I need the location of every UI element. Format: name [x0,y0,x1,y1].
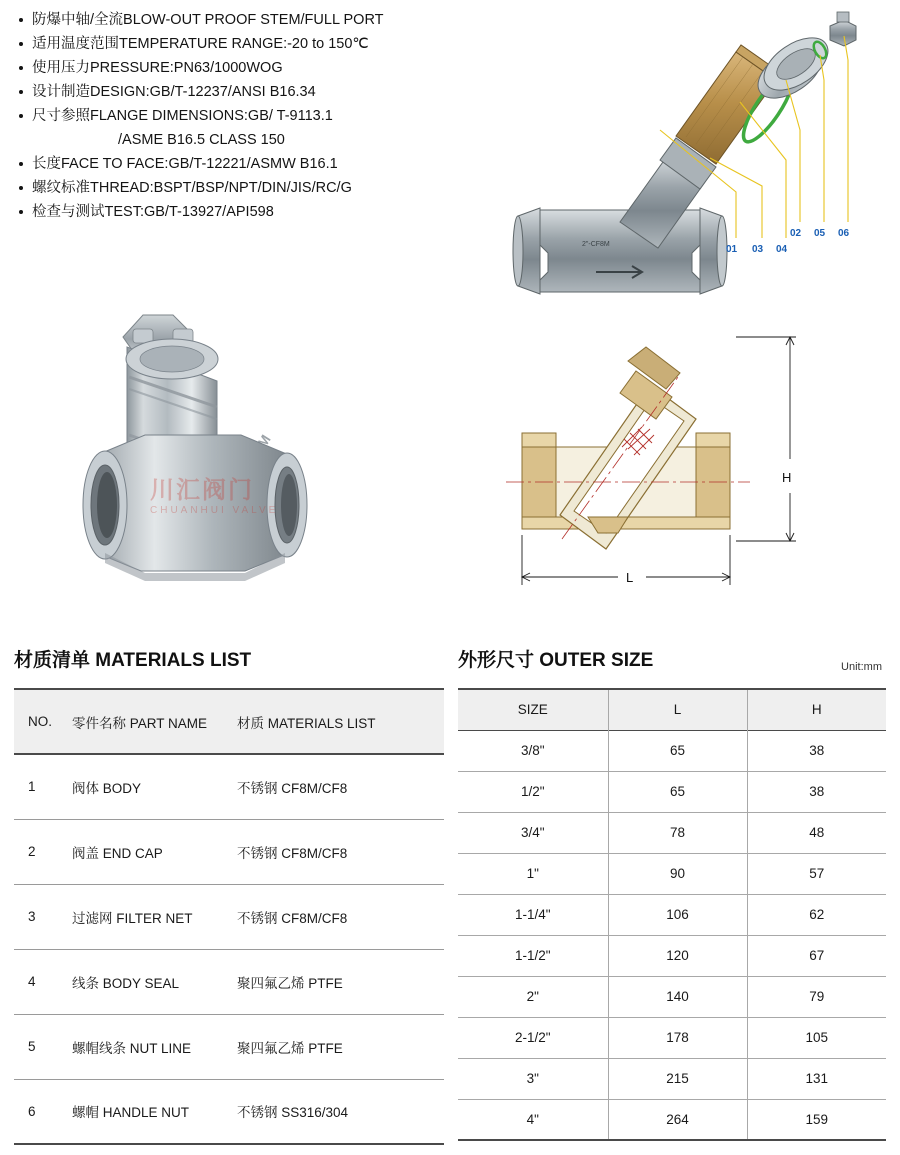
materials-cell-no: 3 [28,909,36,924]
table-row [14,819,444,884]
materials-cell-no: 2 [28,844,36,859]
spec-item [18,152,488,176]
outer-cell-h: 57 [809,866,825,881]
outer-cell-size: 3" [458,1058,608,1099]
filter-net-graphic [676,45,781,164]
table-row [458,1099,886,1140]
materials-cell-material: 不锈钢 SS316/304 [237,1105,349,1121]
outer-size-title: 外形尺寸 OUTER SIZE [458,650,654,671]
table-row [458,935,886,976]
spec-item [18,176,488,200]
spec-item-continuation [18,128,488,152]
table-row [458,976,886,1017]
table-row [14,949,444,1014]
outer-cell-l: 120 [608,935,747,976]
outer-cell-size: 1/2" [458,771,608,812]
spec-text: 防爆中轴/全流BLOW-OUT PROOF STEM/FULL PORT [32,12,384,28]
bullet-icon [19,162,23,166]
table-row [458,853,886,894]
materials-cell-no: 4 [28,974,36,989]
materials-list-title: 材质清单 MATERIALS LIST [14,650,252,671]
l-dimension-label: L [626,570,634,585]
outer-cell-l: 65 [608,730,747,771]
table-header-row [14,689,444,754]
table-row [458,1058,886,1099]
outer-cell-size: 2-1/2" [458,1017,608,1058]
materials-cell-part: 过滤网 FILTER NET [72,910,193,926]
handle-nut-graphic [830,12,856,46]
outer-cell-h: 159 [805,1111,829,1127]
table-row [14,1079,444,1144]
outer-cell-h: 131 [805,1071,829,1086]
spec-text: 螺纹标准THREAD:BSPT/BSP/NPT/DIN/JIS/RC/G [32,180,352,196]
bullet-icon [19,210,23,214]
outer-cell-size: 1" [458,853,608,894]
callout-04: 04 [776,244,788,255]
valve-body-graphic [513,138,727,294]
table-row [458,771,886,812]
outer-header-l: L [608,689,747,730]
bullet-icon [19,114,23,118]
materials-list-table [14,688,444,1145]
materials-cell-material: 不锈钢 CF8M/CF8 [237,845,348,861]
spec-item [18,104,488,128]
callout-03: 03 [752,244,764,255]
bullet-icon [19,66,23,70]
outer-header-size: SIZE [458,689,608,730]
materials-cell-material: 聚四氟乙烯 PTFE [237,975,343,991]
spec-text: 适用温度范围TEMPERATURE RANGE:-20 to 150℃ [32,36,369,52]
table-row [458,1017,886,1058]
spec-item [18,80,488,104]
watermark-brand-cn: 川汇阀门 [150,477,254,504]
outer-cell-size: 4" [458,1099,608,1140]
callout-02: 02 [790,228,802,239]
spec-text: /ASME B16.5 CLASS 150 [118,132,285,148]
table-row [458,730,886,771]
materials-header-material: 材质 MATERIALS LIST [237,689,444,754]
spec-item [18,56,488,80]
materials-cell-material: 不锈钢 CF8M/CF8 [237,910,348,926]
materials-cell-no: 5 [28,1039,36,1054]
outer-cell-h: 79 [809,989,825,1004]
outer-cell-h: 38 [809,784,825,799]
outer-cell-h: 105 [805,1030,829,1045]
dimension-drawing [500,315,830,595]
outer-cell-h: 67 [809,948,825,963]
bullet-icon [19,18,23,22]
bullet-icon [19,186,23,190]
spec-text: 使用压力PRESSURE:PN63/1000WOG [32,60,283,76]
outer-cell-size: 2" [458,976,608,1017]
spec-text: 检查与测试TEST:GB/T-13927/API598 [32,204,274,220]
spec-text: 尺寸参照FLANGE DIMENSIONS:GB/ T-9113.1 [32,108,333,124]
table-row [14,884,444,949]
materials-cell-material: 聚四氟乙烯 PTFE [237,1040,343,1056]
bullet-icon [19,42,23,46]
outer-cell-h: 38 [809,743,825,758]
valve-body-photo [83,435,307,581]
spec-text: 设计制造DESIGN:GB/T-12237/ANSI B16.34 [32,84,316,100]
materials-cell-no: 1 [28,779,36,795]
exploded-view-diagram [500,10,890,300]
table-row [458,812,886,853]
outer-cell-size: 1-1/2" [458,935,608,976]
h-dimension-line [736,337,796,541]
h-dimension-label: H [782,470,792,485]
watermark-brand-en: CHUANHUI VALVE [150,505,279,516]
outer-cell-l: 140 [608,976,747,1017]
table-row [14,754,444,819]
product-photo [45,285,395,605]
outer-cell-l: 106 [608,894,747,935]
outer-cell-l: 178 [608,1017,747,1058]
spec-item [18,200,488,224]
materials-cell-material: 不锈钢 CF8M/CF8 [237,780,348,796]
outer-cell-l: 90 [608,853,747,894]
materials-header-part-name: 零件名称 PART NAME [72,689,237,754]
spec-item [18,32,488,56]
materials-cell-part: 线条 BODY SEAL [72,975,180,991]
callout-01: 01 [726,244,738,255]
callout-labels [726,228,850,255]
body-marking: 2"-CF8M [582,241,610,248]
table-header-row [458,689,886,730]
materials-cell-no: 6 [28,1103,36,1119]
outer-cell-size: 1-1/4" [458,894,608,935]
outer-cell-l: 78 [608,812,747,853]
outer-header-h: H [747,689,886,730]
outer-cell-l: 264 [608,1099,747,1140]
spec-item [18,8,488,32]
materials-cell-part: 阀体 BODY [72,780,142,796]
callout-05: 05 [814,228,826,239]
outer-cell-h: 62 [809,907,825,922]
materials-cell-part: 螺帽 HANDLE NUT [72,1105,190,1121]
spec-text: 长度FACE TO FACE:GB/T-12221/ASMW B16.1 [32,156,338,172]
materials-cell-part: 螺帽线条 NUT LINE [72,1040,192,1056]
table-row [14,1014,444,1079]
bullet-icon [19,90,23,94]
materials-cell-part: 阀盖 END CAP [72,845,163,861]
callout-06: 06 [838,228,850,239]
materials-header-no: NO. [14,689,72,754]
outer-size-table [458,688,886,1141]
outer-cell-size: 3/8" [458,730,608,771]
outer-cell-l: 65 [608,771,747,812]
specification-list [18,8,488,224]
outer-cell-l: 215 [608,1058,747,1099]
outer-cell-h: 48 [809,825,825,840]
table-row [458,894,886,935]
unit-label: Unit:mm [841,661,882,673]
outer-cell-size: 3/4" [458,812,608,853]
